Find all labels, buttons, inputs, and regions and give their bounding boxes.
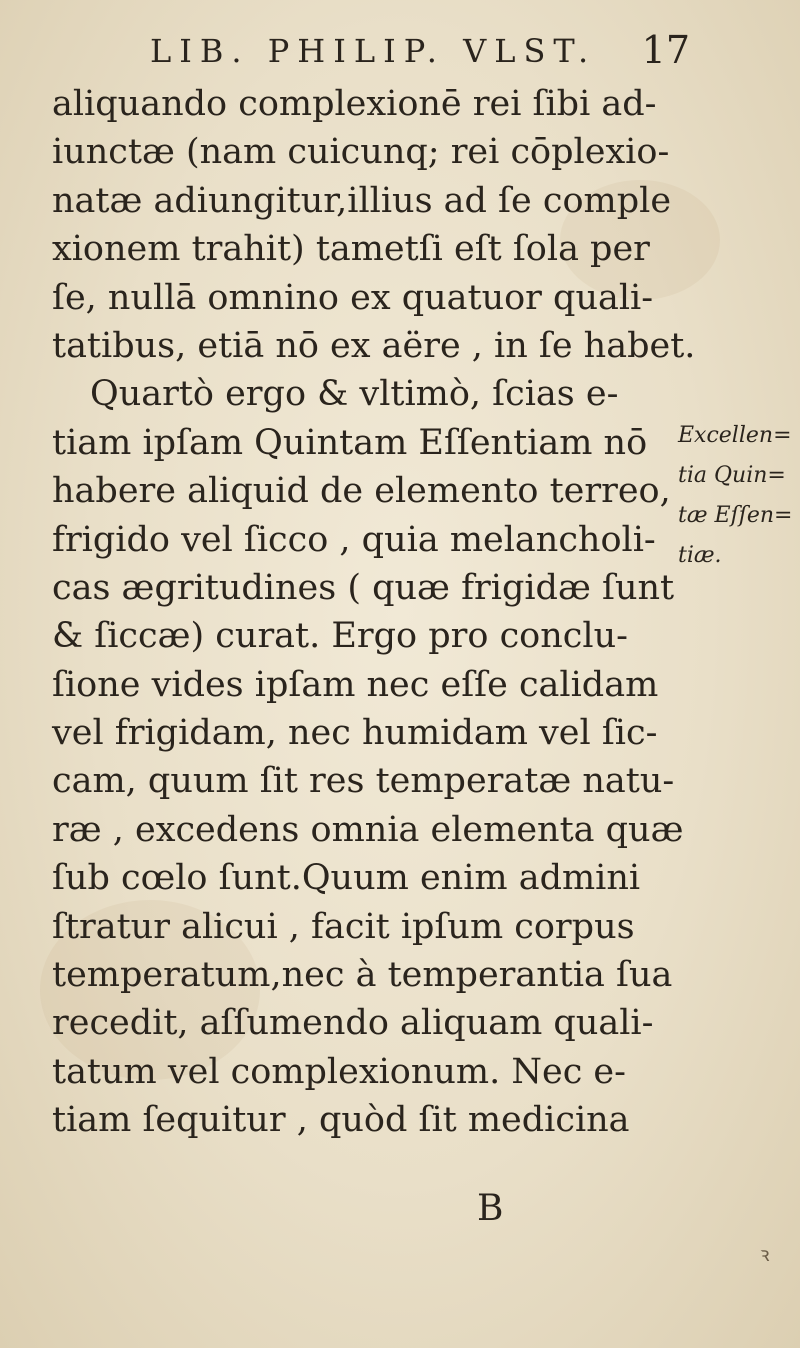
running-head (150, 28, 690, 76)
text-line: vel frigidam, nec humidam vel ſic- (52, 713, 658, 754)
text-line: frigido vel ſicco , quia melancholi- (52, 519, 656, 560)
text-line: natæ adiungitur,illius ad ſe comple (52, 180, 672, 221)
text-line: ſtratur alicui , facit ipſum corpus (52, 906, 635, 947)
text-line: aliquando complexionē rei ſibi ad- (52, 84, 657, 124)
text-line: tatibus, etiā nō ex aëre , in ſe habet. (52, 325, 696, 366)
text-line: ſione vides ipſam nec eſſe calidam (52, 664, 659, 705)
body-text (52, 80, 696, 1145)
marginal-note-line: tæ Eſſen= (678, 503, 793, 528)
text-line: tiam ſequitur , quòd ſit medicina (52, 1100, 630, 1141)
running-head-title: LIB. PHILIP. VLST. (150, 32, 597, 70)
page-number: 17 (641, 28, 690, 72)
text-line: habere aliquid de elemento terreo, (52, 471, 671, 512)
text-line: iunctæ (nam cuicunq; rei cōplexio- (52, 132, 670, 173)
marginal-note-line: tiæ. (678, 543, 722, 568)
marginal-note-line: Excellen= (678, 423, 792, 448)
text-line: & ſiccæ) curat. Ergo pro conclu- (52, 616, 628, 657)
text-line: tiam ipſam Quintam Eſſentiam nō (52, 422, 648, 463)
text-line: cas ægritudines ( quæ frigidæ ſunt (52, 567, 675, 608)
text-line: recedit, aſſumendo aliquam quali- (52, 1003, 654, 1044)
text-line: Quartò ergo & vltimò, ſcias e- (90, 374, 619, 415)
text-line: cam, quum ſit res temperatæ natu- (52, 761, 675, 802)
stray-mark: ꝛ (760, 1242, 770, 1266)
text-line: tatum vel complexionum. Nec e- (52, 1051, 626, 1092)
text-line: temperatum,nec à temperantia ſua (52, 955, 673, 996)
text-line: ſub cœlo ſunt.Quum enim admini (52, 858, 641, 899)
marginal-note (678, 416, 798, 576)
text-line: ræ , excedens omnia elementa quæ (52, 809, 684, 850)
marginal-note-line: tia Quin= (678, 463, 786, 488)
text-line: xionem trahit) tametſi eſt ſola per (52, 229, 650, 270)
text-line: ſe, nullā omnino ex quatuor quali- (52, 277, 654, 318)
signature-mark: B (477, 1188, 504, 1229)
